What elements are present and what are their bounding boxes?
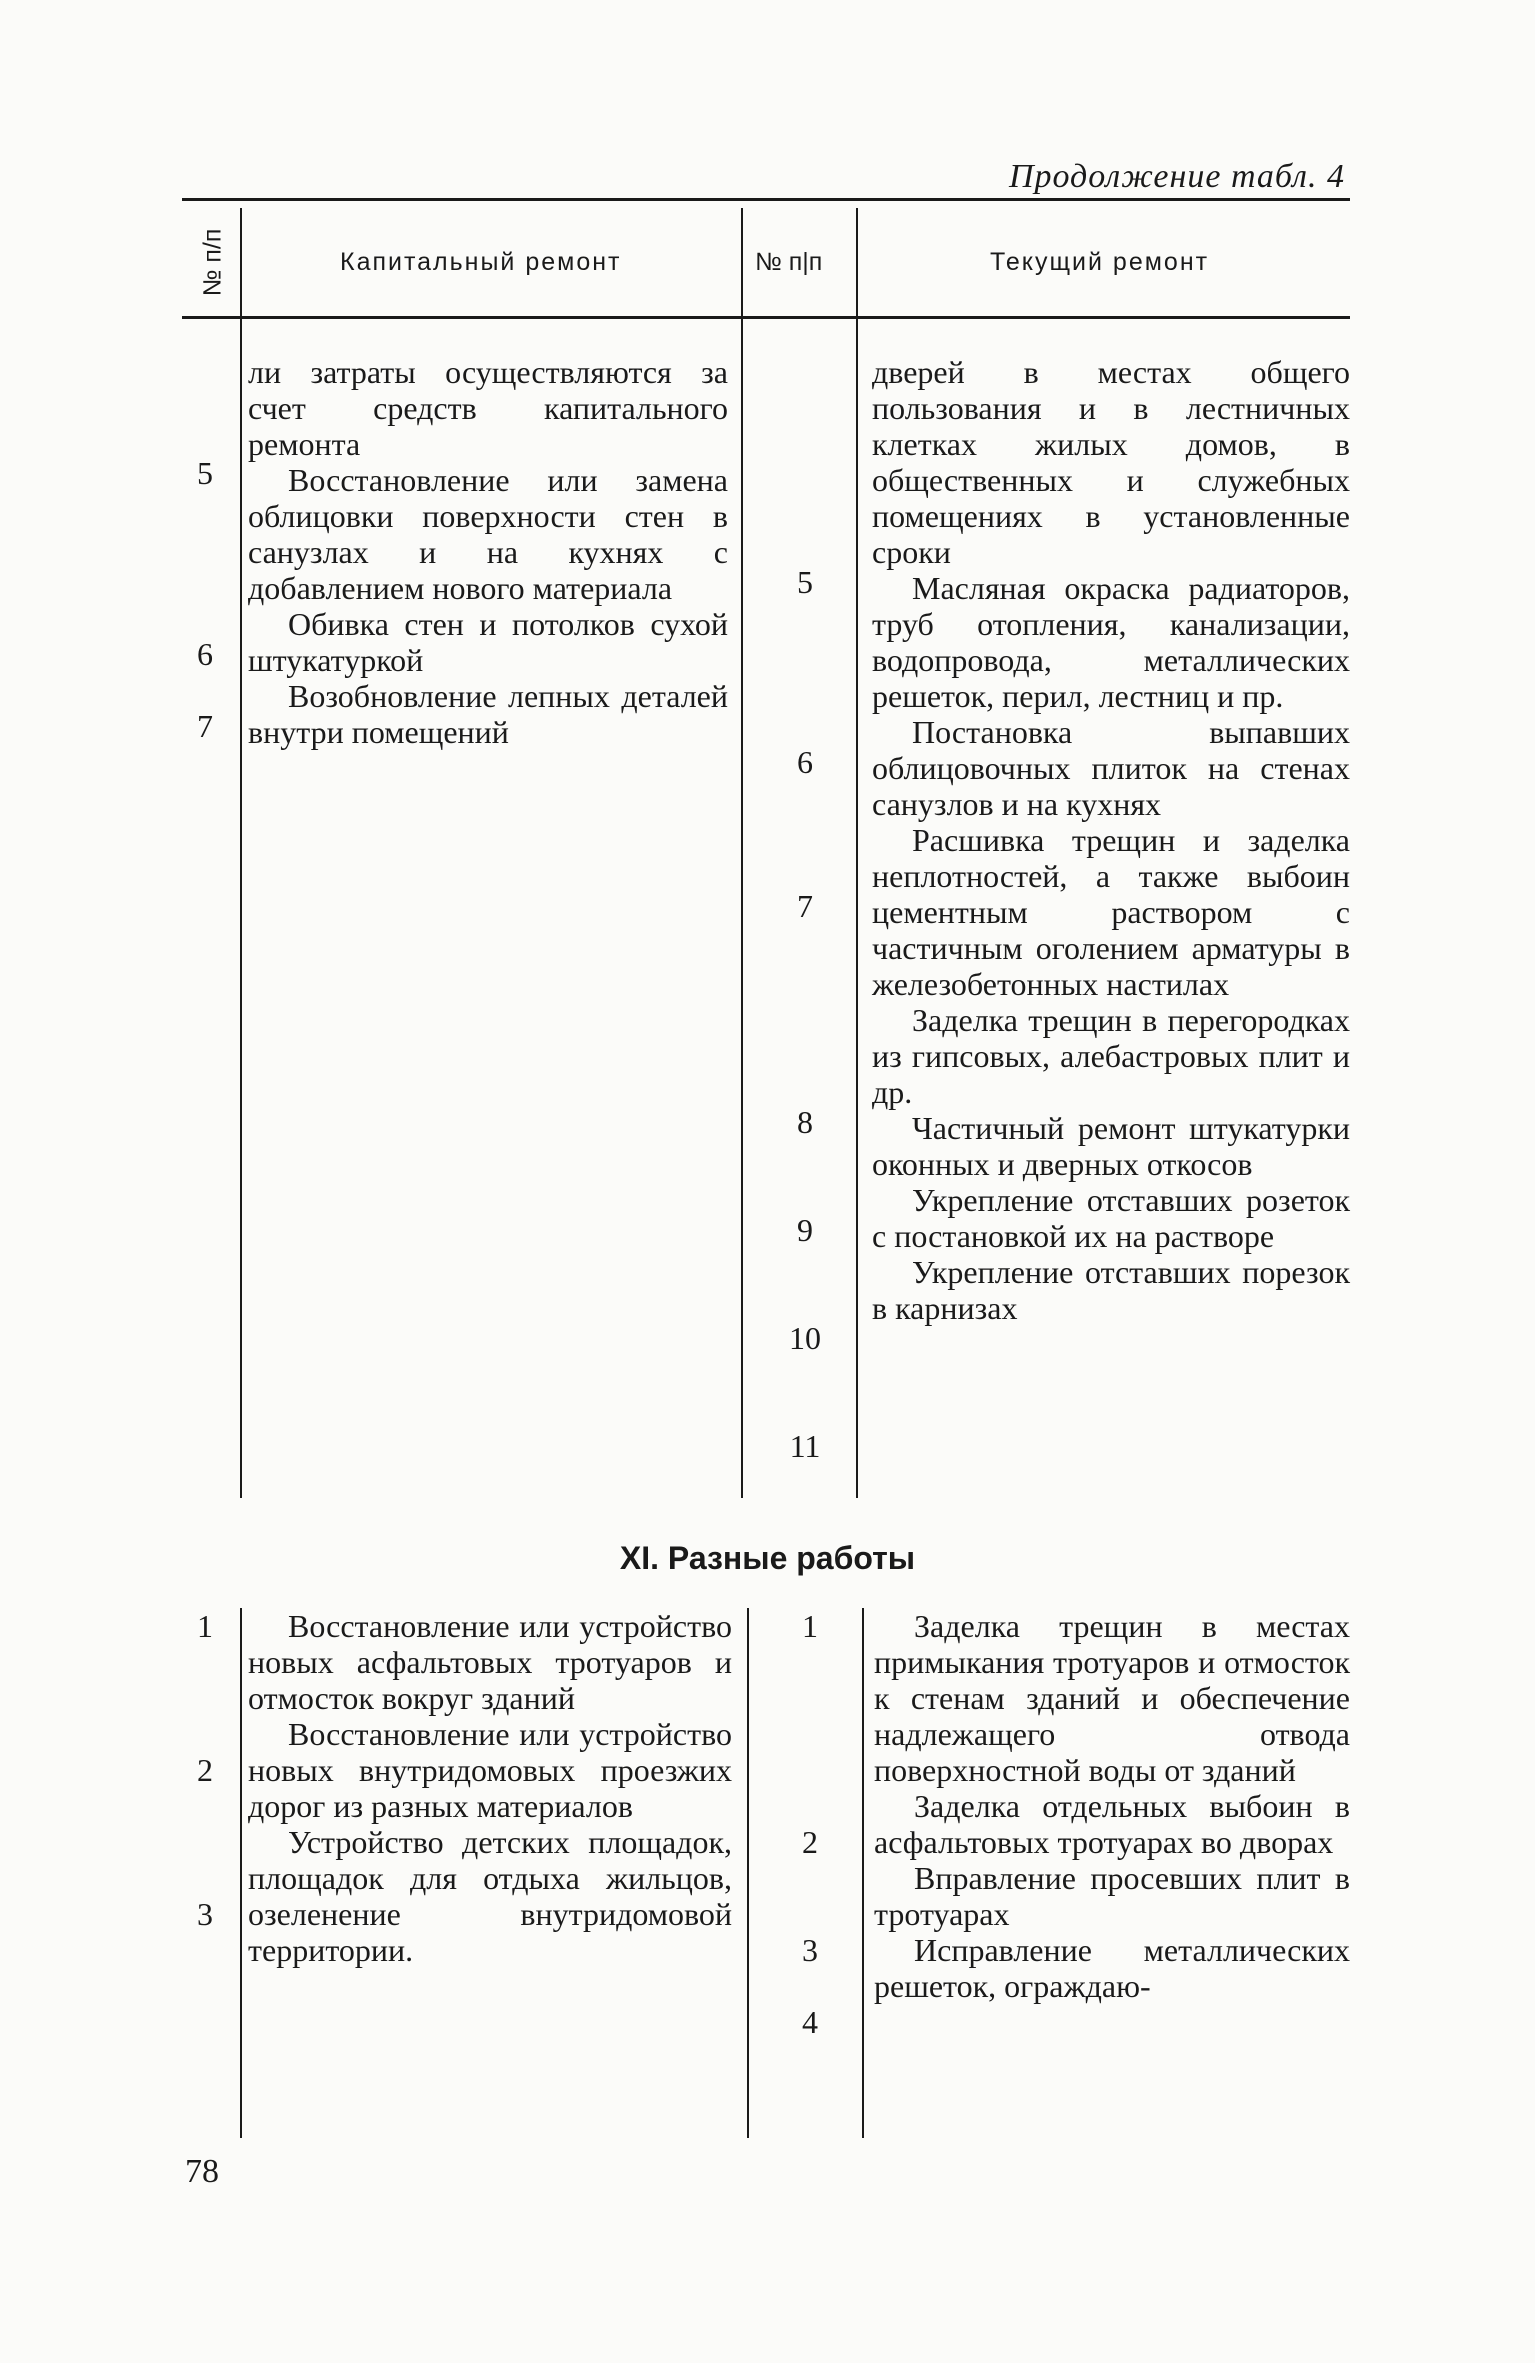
row-number: 2 (197, 1752, 213, 1788)
current-item: Вправление просевших плит в тротуарах (874, 1860, 1350, 1932)
current-item: Укрепление отставших розеток с постановкой их на растворе (872, 1182, 1350, 1254)
page-number: 78 (185, 2153, 219, 2190)
column-divider-2 (747, 1608, 749, 2138)
current-item: Расшивка трещин и заделка неплотностей, а также выбоин цементным раствором с частичным оголением арматуры в железобетонных настилах (872, 822, 1350, 1002)
current-column-text (872, 354, 1350, 1326)
column-divider-1 (240, 1608, 242, 2138)
header-current: Текущий ремонт (990, 248, 1210, 276)
capital-item: Обивка стен и потолков сухой штукатуркой (248, 606, 728, 678)
capital-item: Возобновление лепных деталей внутри помещений (248, 678, 728, 750)
capital-item: Восстановление или замена облицовки поверхности стен в санузлах и на кухнях с добавлением нового материала (248, 462, 728, 606)
current-item: Заделка отдельных выбоин в асфальтовых тротуарах во дворах (874, 1788, 1350, 1860)
row-number: 3 (197, 1896, 213, 1932)
current-column-text (874, 1608, 1350, 2004)
row-number: 2 (802, 1824, 818, 1860)
row-number: 8 (797, 1104, 813, 1140)
table-header-rule (182, 316, 1350, 319)
capital-item: Восстановление или устройство новых асфальтовых тротуаров и отмосток вокруг зданий (248, 1608, 732, 1716)
header-capital: Капитальный ремонт (340, 248, 622, 276)
capital-item: Устройство детских площадок, площадок для отдыха жильцов, озеленение внутридомовой территории. (248, 1824, 732, 1968)
header-num: № п/п (198, 228, 227, 296)
section-title: XI. Разные работы (619, 1540, 916, 1576)
row-number: 11 (789, 1428, 821, 1464)
table-top-rule (182, 198, 1350, 201)
row-number: 5 (797, 564, 813, 600)
row-number: 5 (197, 455, 213, 491)
row-number: 1 (802, 1608, 818, 1644)
row-number: 1 (197, 1608, 213, 1644)
current-item: Заделка трещин в перегородках из гипсовых, алебастровых плит и др. (872, 1002, 1350, 1110)
current-item: дверей в местах общего пользования и в лестничных клетках жилых домов, в общественных и служебных помещениях в установленные сроки (872, 354, 1350, 570)
row-number: 6 (197, 636, 213, 672)
column-divider-1 (240, 208, 242, 1498)
row-number: 3 (802, 1932, 818, 1968)
column-divider-2 (741, 208, 743, 1498)
current-item: Исправление металлических решеток, ограждаю- (874, 1932, 1350, 2004)
current-item: Постановка выпавших облицовочных плиток на стенах санузлов и на кухнях (872, 714, 1350, 822)
current-item: Заделка трещин в местах примыкания тротуаров и отмосток к стенам зданий и обеспечение надлежащего отвода поверхностной воды от зданий (874, 1608, 1350, 1788)
column-divider-3 (856, 208, 858, 1498)
capital-column-text (248, 1608, 732, 1968)
row-number: 9 (797, 1212, 813, 1248)
capital-item: Восстановление или устройство новых внутридомовых проезжих дорог из разных материалов (248, 1716, 732, 1824)
column-divider-3 (862, 1608, 864, 2138)
capital-column-text (248, 354, 728, 750)
row-number: 7 (197, 708, 213, 744)
current-item: Масляная окраска радиаторов, труб отопления, канализации, водопровода, металлических решеток, перил, лестниц и пр. (872, 570, 1350, 714)
current-item: Укрепление отставших порезок в карнизах (872, 1254, 1350, 1326)
row-number: 6 (797, 744, 813, 780)
capital-item: ли затраты осуществляются за счет средств капитального ремонта (248, 354, 728, 462)
table-caption: Продолжение табл. 4 (1008, 158, 1345, 195)
current-item: Частичный ремонт штукатурки оконных и дверных откосов (872, 1110, 1350, 1182)
row-number: 4 (802, 2004, 818, 2040)
header-num-2: № п|п (755, 248, 823, 276)
row-number: 10 (789, 1320, 821, 1356)
row-number: 7 (797, 888, 813, 924)
